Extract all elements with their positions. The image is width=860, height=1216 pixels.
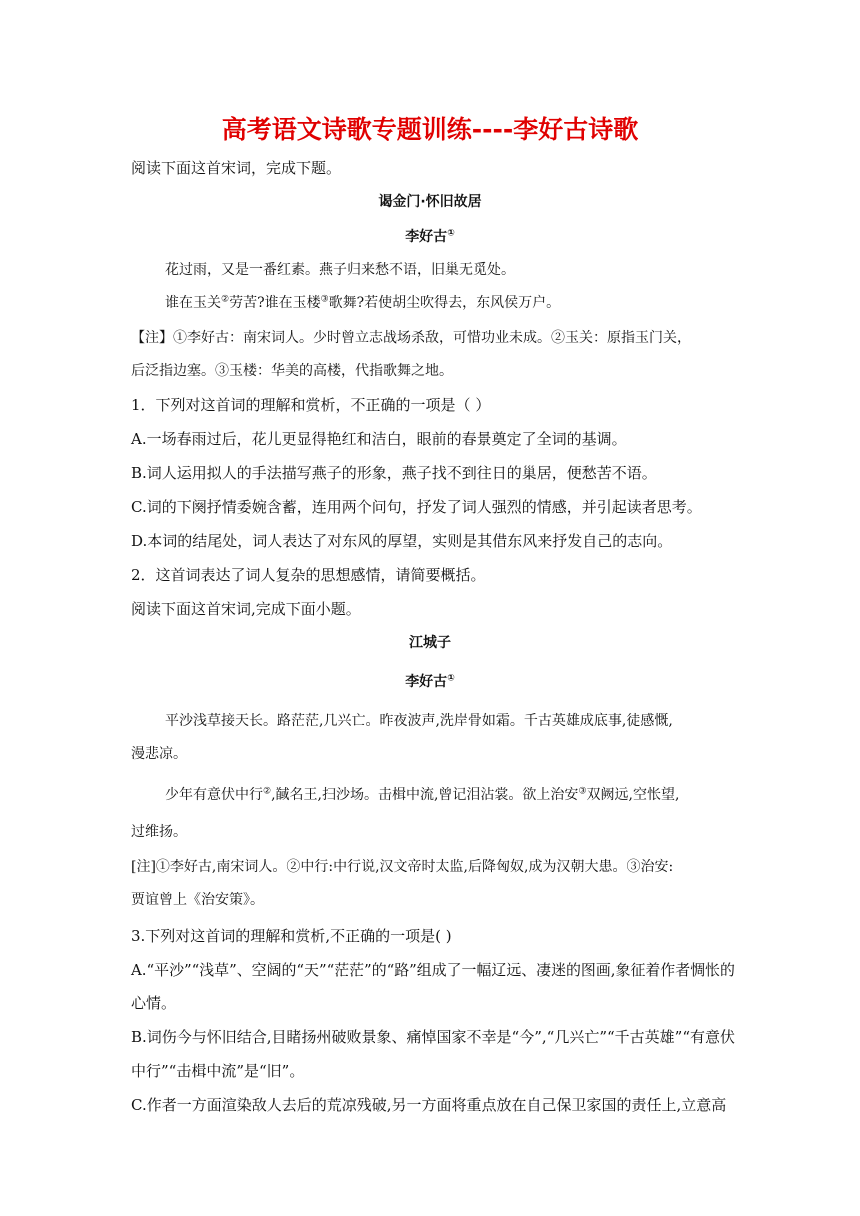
part2-stanza2-line2: 过维扬。	[131, 824, 187, 840]
part2-stanza2-line1	[165, 784, 679, 804]
question-1-option-b: B.词人运用拟人的手法描写燕子的形象，燕子找不到往日的巢居，便愁苦不语。	[131, 464, 657, 482]
question-2: 2．这首词表达了词人复杂的思想感情，请简要概括。	[131, 566, 486, 584]
part1-poem-title: 谒金门·怀旧故居	[378, 194, 482, 210]
question-3-option-b-line1: B.词伤今与怀旧结合,目睹扬州破败景象、痛悼国家不幸是“今”,“几兴亡”“千古英雄”“有意伏	[131, 1028, 736, 1046]
part1-intro: 阅读下面这首宋词，完成下题。	[131, 159, 342, 177]
question-1-option-a: A.一场春雨过后，花儿更显得艳红和洁白，眼前的春景奠定了全词的基调。	[131, 430, 627, 448]
part2-poem-title: 江城子	[409, 635, 451, 651]
part2-note-line2: 贾谊曾上《治安策》。	[131, 892, 264, 908]
poem-text: 少年有意伏中行	[165, 787, 263, 803]
question-3-option-c-line1: C.作者一方面渲染敌人去后的荒凉残破,另一方面将重点放在自己保卫家国的责任上,立意高	[131, 1096, 727, 1114]
part1-note-line1: 【注】①李好古：南宋词人。少时曾立志战场杀敌，可惜功业未成。②玉关：原指玉门关，	[131, 330, 691, 346]
part2-note-line1: [注]①李好古,南宋词人。②中行:中行说,汉文帝时太监,后降匈奴,成为汉朝大患。③治安:	[131, 859, 674, 875]
part1-poem-line2	[165, 292, 560, 312]
part2-author	[0, 671, 860, 691]
footnote-marker: ③	[320, 294, 329, 305]
footnote-marker: ②	[263, 786, 272, 797]
footnote-marker: ②	[221, 294, 230, 305]
part2-intro: 阅读下面这首宋词,完成下面小题。	[131, 600, 361, 618]
poem-text: 劳苦?谁在玉楼	[229, 295, 321, 311]
question-1-option-c: C.词的下阕抒情委婉含蓄，连用两个问句，抒发了词人强烈的情感，并引起读者思考。	[131, 498, 702, 516]
footnote-marker: ①	[447, 673, 455, 684]
footnote-marker: ①	[447, 228, 455, 239]
question-1-option-d: D.本词的结尾处，词人表达了对东风的厚望，实则是其借东风来抒发自己的志向。	[131, 532, 673, 550]
question-3-option-a-line1: A.“平沙”“浅草”、空阔的“天”“茫茫”的“路”组成了一幅辽远、凄迷的图画,象征着作者惆怅的	[131, 961, 735, 979]
document-title: 高考语文诗歌专题训练----李好古诗歌	[221, 115, 639, 144]
poem-text: 双阙远,空怅望,	[586, 787, 680, 803]
footnote-marker: ③	[578, 786, 587, 797]
part2-stanza1-line2: 漫悲凉。	[131, 746, 187, 762]
part2-stanza1-line1: 平沙浅草接天长。路茫茫,几兴亡。昨夜波声,洗岸骨如霜。千古英雄成底事,徒感慨,	[165, 713, 673, 729]
question-3: 3.下列对这首词的理解和赏析,不正确的一项是( )	[131, 927, 452, 945]
question-3-option-a-line2: 心情。	[131, 994, 177, 1012]
part1-note-line2: 后泛指边塞。③玉楼：华美的高楼，代指歌舞之地。	[131, 363, 453, 379]
part1-poem-line1: 花过雨，又是一番红素。燕子归来愁不语，旧巢无觅处。	[165, 262, 515, 278]
poem-text: 谁在玉关	[165, 295, 221, 311]
part2-author-name: 李好古	[405, 674, 448, 690]
poem-text: ,馘名王,扫沙场。击楫中流,曾记泪沾裳。欲上治安	[271, 787, 579, 803]
poem-text: 歌舞?若使胡尘吹得去，东风侯万户。	[328, 295, 561, 311]
question-3-option-b-line2: 中行”“击楫中流”是“旧”。	[131, 1062, 305, 1080]
part1-author-name: 李好古	[405, 229, 448, 245]
part1-author	[0, 226, 860, 246]
question-1: 1．下列对这首词的理解和赏析，不正确的一项是（ ）	[131, 396, 491, 414]
